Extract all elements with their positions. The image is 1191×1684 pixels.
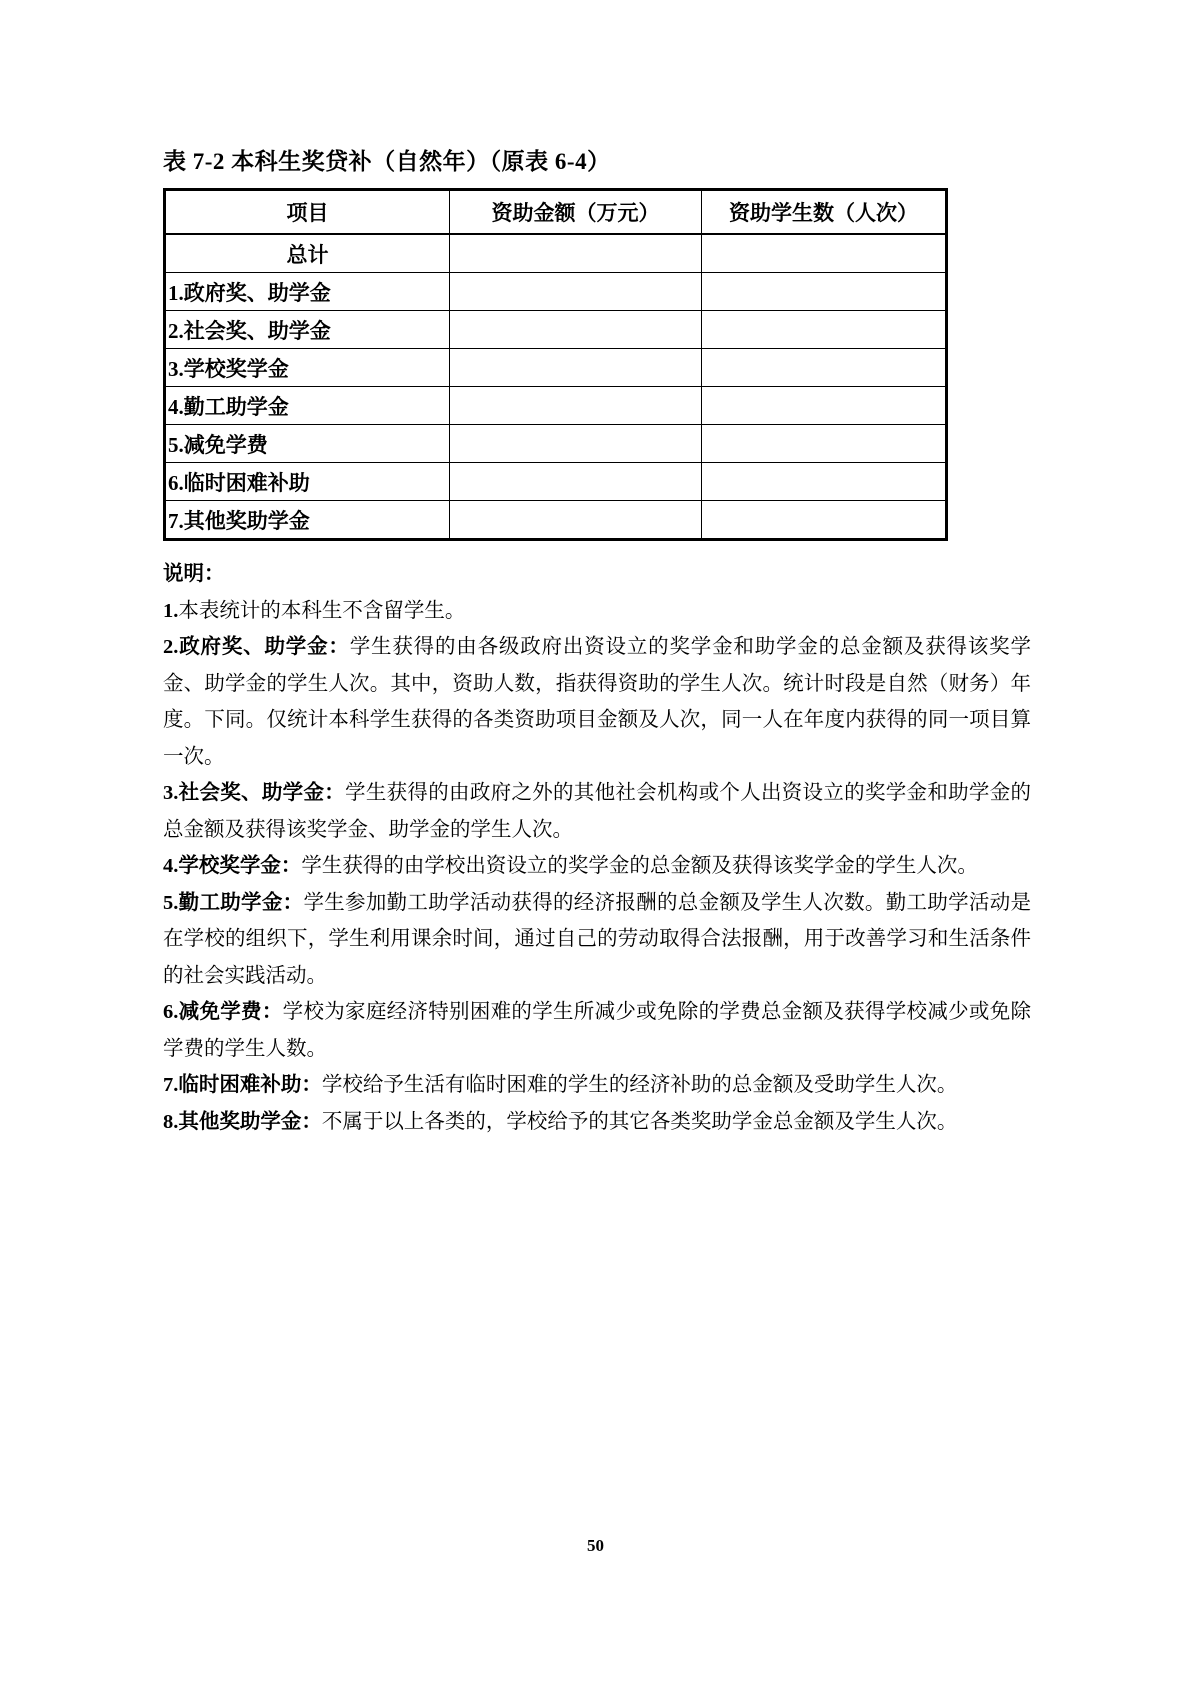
header-row [165, 190, 947, 235]
students-cell [702, 349, 947, 387]
note-label: 3.社会奖、助学金： [163, 782, 346, 804]
table-body [165, 234, 947, 540]
table-row [165, 501, 947, 540]
note-text: 学校给予生活有临时困难的学生的经济补助的总金额及受助学生人次。 [321, 1074, 958, 1096]
amount-cell [450, 387, 702, 425]
column-header-item: 项目 [165, 190, 450, 235]
note-item [163, 629, 1031, 775]
amount-cell [450, 463, 702, 501]
notes-heading: 说明： [163, 563, 225, 585]
note-text: 学生获得的由学校出资设立的奖学金的总金额及获得该奖学金的学生人次。 [301, 855, 978, 877]
note-label: 4.学校奖学金： [163, 855, 302, 877]
column-header-amount: 资助金额（万元） [450, 190, 702, 235]
row-label: 7.其他奖助学金 [165, 501, 450, 540]
amount-cell [450, 349, 702, 387]
note-label: 7.临时困难补助： [163, 1074, 322, 1096]
students-cell [702, 463, 947, 501]
amount-cell [450, 501, 702, 540]
note-text: 学生获得的由各级政府出资设立的奖学金和助学金的总金额及获得该奖学金、助学金的学生人次。其中，资助人数，指获得资助的学生人次。统计时段是自然（财务）年度。下同。仅统计本科学生获得的各类资助项目金额及人次，同一人在年度内获得的同一项目算一次。 [163, 636, 1032, 768]
students-cell [702, 387, 947, 425]
row-label: 6.临时困难补助 [165, 463, 450, 501]
table-row [165, 349, 947, 387]
note-label: 1. [163, 599, 179, 622]
table-title: 表 7-2 本科生奖贷补（自然年）（原表 6-4） [163, 149, 611, 174]
note-item [163, 593, 1031, 630]
amount-cell [450, 273, 702, 311]
note-text: 学生参加勤工助学活动获得的经济报酬的总金额及学生人次数。勤工助学活动是在学校的组织下，学生利用课余时间，通过自己的劳动取得合法报酬，用于改善学习和生活条件的社会实践活动。 [163, 891, 1032, 987]
amount-cell [450, 425, 702, 463]
notes-section [163, 556, 1031, 1140]
page-number: 50 [587, 1536, 604, 1555]
table-row [165, 463, 947, 501]
table-row [165, 311, 947, 349]
column-header-students: 资助学生数（人次） [702, 190, 947, 235]
note-text: 本表统计的本科生不含留学生。 [178, 599, 466, 622]
note-label: 5.勤工助学金： [163, 891, 304, 914]
amount-cell [450, 234, 702, 273]
students-cell [702, 501, 947, 540]
note-text: 学校为家庭经济特别困难的学生所减少或免除的学费总金额及获得学校减少或免除学费的学生人数。 [163, 1001, 1032, 1060]
note-item [163, 885, 1031, 995]
students-cell [702, 273, 947, 311]
table-header [165, 190, 947, 235]
note-text: 学生获得的由政府之外的其他社会机构或个人出资设立的奖学金和助学金的总金额及获得该奖学金、助学金的学生人次。 [163, 782, 1032, 841]
note-item [163, 848, 1031, 885]
note-item [163, 1104, 1031, 1141]
table-row [165, 425, 947, 463]
scholarship-table [163, 188, 948, 541]
amount-cell [450, 311, 702, 349]
note-item [163, 1067, 1031, 1104]
notes-list [163, 593, 1031, 1141]
note-label: 6.减免学费： [163, 1001, 283, 1023]
row-label: 4.勤工助学金 [165, 387, 450, 425]
table-row [165, 387, 947, 425]
students-cell [702, 425, 947, 463]
note-text: 不属于以上各类的，学校给予的其它各类奖助学金总金额及学生人次。 [321, 1110, 958, 1133]
note-item [163, 994, 1031, 1067]
row-label: 3.学校奖学金 [165, 349, 450, 387]
note-label: 2.政府奖、助学金： [163, 636, 350, 658]
row-label: 2.社会奖、助学金 [165, 311, 450, 349]
row-label: 5.减免学费 [165, 425, 450, 463]
row-label: 总计 [165, 234, 450, 273]
row-label: 1.政府奖、助学金 [165, 273, 450, 311]
note-item [163, 775, 1031, 848]
note-label: 8.其他奖助学金： [163, 1110, 322, 1133]
students-cell [702, 311, 947, 349]
page-content [163, 146, 1031, 1140]
students-cell [702, 234, 947, 273]
table-row [165, 273, 947, 311]
table-row [165, 234, 947, 273]
